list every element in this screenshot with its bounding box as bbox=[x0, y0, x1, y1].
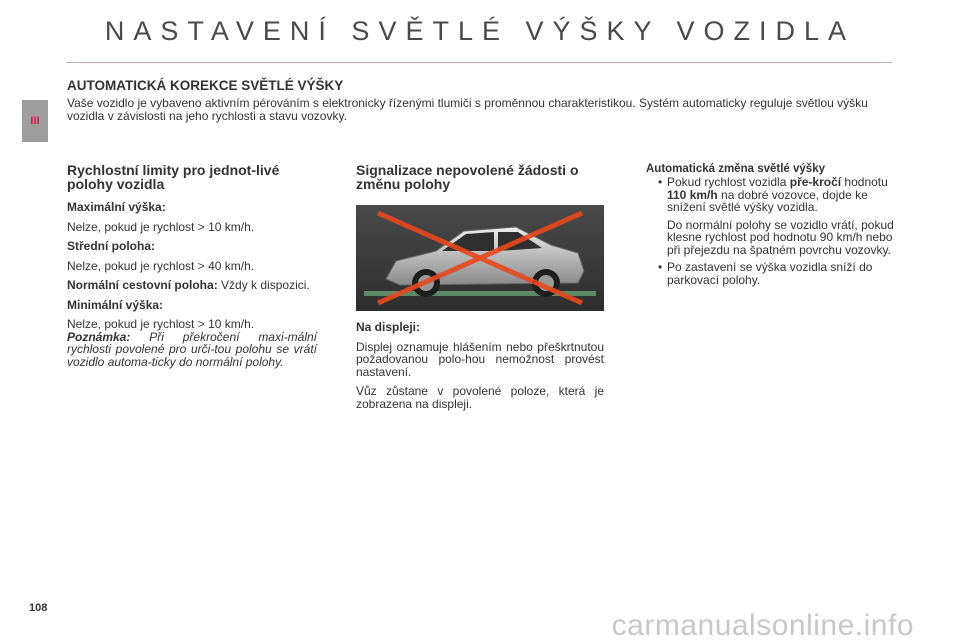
bullet-1-bold-speed: 110 km/h bbox=[667, 187, 718, 202]
display-text: Displej oznamuje hlášením nebo přeškrtnutou požadovanou polo-hou nemožnost provést nastavení. bbox=[356, 339, 604, 379]
intro-paragraph: Vaše vozidlo je vybaveno aktivním pérováním s elektronicky řízenými tlumiči s proměnnou charakteristikou. Systém automaticky reguluje světlou výšku vozidla v závislosti na jeho rychlosti a stavu vozovky. bbox=[67, 96, 868, 123]
note-text: Při překročení maxi-mální rychlosti povolené pro urči-tou polohu se vrátí vozidlo automa-ticky do normální polohy. bbox=[67, 329, 317, 369]
signalization-heading: Signalizace nepovolené žádosti o změnu polohy bbox=[356, 162, 579, 192]
bullet-1-text-2: hodnotu bbox=[841, 175, 888, 189]
auto-change-heading: Automatická změna světlé výšky bbox=[646, 163, 825, 175]
display-label: Na displeji: bbox=[356, 320, 421, 334]
watermark: carmanualsonline.info bbox=[611, 609, 914, 642]
max-height-label: Maximální výška: bbox=[67, 200, 166, 214]
auto-change-column bbox=[646, 163, 896, 291]
stay-text: Vůz zůstane v povolené poloze, která je zobrazena na displeji. bbox=[356, 384, 604, 411]
title-divider bbox=[66, 62, 892, 63]
min-height-text: Nelze, pokud je rychlost > 10 km/h. bbox=[67, 317, 255, 331]
mid-position-label: Střední poloha: bbox=[67, 239, 155, 253]
bullet-1-bold-exceeds: pře-kročí bbox=[789, 175, 842, 189]
min-height-label: Minimální výška: bbox=[67, 297, 164, 312]
speed-limits-column bbox=[67, 163, 317, 375]
note-label: Poznámka: bbox=[67, 329, 131, 344]
list-item bbox=[646, 176, 896, 214]
page-title: NASTAVENÍ SVĚTLÉ VÝŠKY VOZIDLA bbox=[104, 16, 856, 46]
signalization-column bbox=[356, 163, 604, 417]
bullet-1-text-3: na dobré vozovce, dojde ke snížení světlé výšky vozidla. bbox=[667, 187, 868, 214]
car-crossed-image bbox=[356, 205, 604, 311]
section-heading: AUTOMATICKÁ KOREKCE SVĚTLÉ VÝŠKY bbox=[67, 78, 344, 93]
bullet-icon: • bbox=[658, 175, 663, 189]
chapter-tab[interactable] bbox=[22, 100, 48, 142]
chapter-tab-label: III bbox=[30, 115, 40, 127]
mid-position-text: Nelze, pokud je rychlost > 40 km/h. bbox=[67, 258, 255, 273]
bullet-2-text: Po zastavení se výška vozidla sníží do parkovací polohy. bbox=[667, 260, 873, 287]
list-item bbox=[646, 261, 896, 286]
note bbox=[67, 331, 317, 369]
page-number: 108 bbox=[29, 602, 48, 614]
speed-limits-heading: Rychlostní limity pro jednot-livé polohy vozidla bbox=[67, 162, 280, 192]
car-lowered-crossed-out-icon bbox=[356, 205, 604, 311]
bullet-1-continuation: Do normální polohy se vozidlo vrátí, pokud klesne rychlost pod hodnotu 90 km/h nebo při přejezdu na špatném povrchu vozovky. bbox=[667, 217, 894, 257]
normal-position-text: Vždy k dispozici. bbox=[221, 278, 310, 292]
normal-position-label: Normální cestovní poloha: bbox=[67, 278, 218, 292]
bullet-1-text: Pokud rychlost vozidla bbox=[667, 175, 790, 189]
normal-position bbox=[67, 279, 317, 292]
max-height-text: Nelze, pokud je rychlost > 10 km/h. bbox=[67, 219, 255, 234]
bullet-icon: • bbox=[658, 260, 663, 274]
